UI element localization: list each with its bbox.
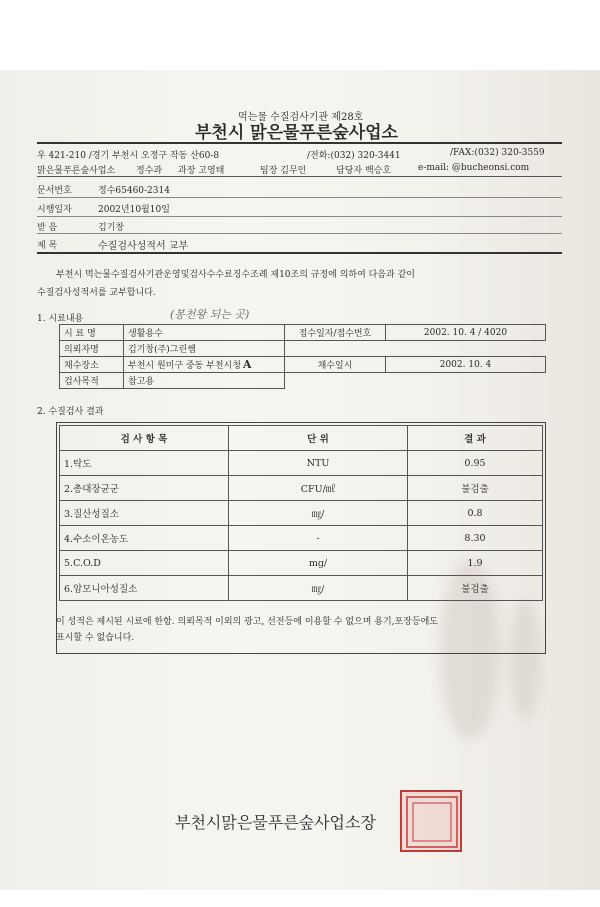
cell: 검사목적: [60, 373, 124, 389]
item: 5.C.O.D: [60, 551, 229, 576]
section1-title: 1. 시료내용: [37, 314, 84, 324]
director: 과장 고영태: [178, 166, 225, 176]
results-table: [59, 425, 543, 601]
doc-no: 정수65460-2314: [98, 186, 170, 196]
subject-label: 제 목: [37, 241, 58, 251]
cell: 채수일시: [285, 357, 386, 373]
result: 불검출: [408, 476, 543, 501]
cell: [285, 341, 386, 357]
note-line-1: 이 성적은 제시된 시료에 한함. 의뢰목적 이외의 광고, 선전등에 이용할 수 없으며 용기,포장등에도: [56, 617, 438, 627]
signature: 부천시맑은물푸른숲사업소장: [175, 813, 376, 832]
cell: 2002. 10. 4 / 4020: [386, 325, 546, 341]
leader: 팀장 김무인: [260, 166, 307, 176]
email: e-mail: @bucheonsi.com: [418, 163, 530, 173]
result: 0.8: [408, 501, 543, 526]
cell: 시 료 명: [60, 325, 124, 341]
cell: 참고용: [124, 373, 285, 389]
unit: NTU: [229, 451, 408, 476]
section2-title: 2. 수질검사 결과: [37, 407, 104, 417]
header-rule: [37, 142, 562, 144]
org-title: 부천시 맑은물푸른숲사업소: [195, 123, 398, 143]
mark: A: [242, 358, 252, 371]
item: 3.질산성질소: [60, 501, 229, 526]
item: 6.암모니아성질소: [60, 576, 229, 601]
cell: 의뢰자명: [60, 341, 124, 357]
handwritten-note: (봉천왕 되는 곳): [170, 308, 250, 321]
doc-no-label: 문서번호: [37, 186, 72, 196]
result: 1.9: [408, 551, 543, 576]
subject: 수질검사성적서 교부: [98, 241, 189, 252]
cell: [285, 373, 386, 389]
registration-number: 먹는물 수질검사기관 제28호: [238, 112, 364, 123]
body-line-1: 부천시 먹는물수질검사기관운영및검사수수료징수조례 제10조의 규정에 의하여 다음과 같이: [56, 270, 415, 280]
sample-table: [59, 324, 546, 389]
item: 1.탁도: [60, 451, 229, 476]
dept: 맑은물푸른숲사업소: [37, 166, 116, 176]
recipient: 김기창: [98, 223, 125, 233]
item: 2.총대장균군: [60, 476, 229, 501]
rule: [37, 216, 562, 217]
recipient-label: 받 음: [37, 223, 58, 233]
cell: [386, 373, 546, 389]
phone: /전화:(032) 320-3441: [307, 151, 401, 161]
cell: 생활용수: [124, 325, 285, 341]
unit: ㎎/: [229, 501, 408, 526]
header-result: 결 과: [408, 426, 543, 451]
fax: /FAX:(032) 320-3559: [450, 148, 545, 158]
header-unit: 단 위: [229, 426, 408, 451]
unit: mg/: [229, 551, 408, 576]
rule: [37, 252, 562, 254]
contact-rule: [37, 176, 562, 177]
cell: [386, 341, 546, 357]
body-line-2: 수질검사성적서를 교부합니다.: [37, 288, 156, 298]
address: 우 421-210 /경기 부천시 오정구 작동 산60-8: [37, 151, 220, 161]
date: 2002년10월10일: [98, 205, 170, 215]
unit: ㎎/: [229, 576, 408, 601]
rule: [37, 233, 562, 234]
result: 8.30: [408, 526, 543, 551]
header-item: 검 사 항 목: [60, 426, 229, 451]
cell: 2002. 10. 4: [386, 357, 546, 373]
unit: CFU/㎖: [229, 476, 408, 501]
result: 0.95: [408, 451, 543, 476]
note-line-2: 표시할 수 없습니다.: [56, 633, 135, 643]
cell: 접수일자/접수번호: [285, 325, 386, 341]
cell: [124, 357, 285, 373]
official-seal-icon: [400, 790, 462, 852]
item: 4.수소이온농도: [60, 526, 229, 551]
rule: [37, 197, 562, 198]
result: 불검출: [408, 576, 543, 601]
staff: 담당자 백승호: [336, 166, 392, 176]
cell-text: 부천시 원미구 중동 부천시청: [128, 361, 241, 371]
unit: -: [229, 526, 408, 551]
cell: 김기창(주)그린쌤: [124, 341, 285, 357]
team: 정수과: [136, 166, 163, 176]
date-label: 시행일자: [37, 205, 72, 215]
cell: 채수장소: [60, 357, 124, 373]
